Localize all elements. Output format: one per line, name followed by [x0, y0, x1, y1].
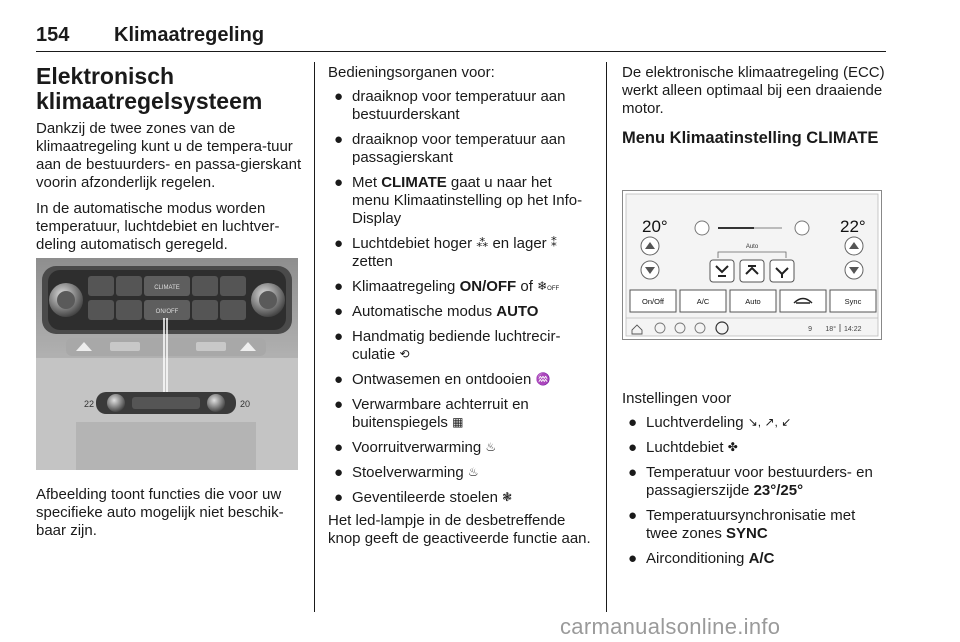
- section-heading: [36, 64, 304, 114]
- list-item: ● Voorruitverwarming ♨: [334, 439, 497, 456]
- list-item: ● Met CLIMATE gaat u naar het menu Klimaatinstelling op het Info-Display: [334, 174, 583, 227]
- heading-line-1: Elektronisch: [36, 63, 175, 89]
- list-item-text: gaat u naar het menu Klimaatinstelling op het Info-Display: [352, 174, 583, 227]
- list-item: ● Temperatuur voor bestuurders- en passagierszijde 23°/25°: [628, 464, 873, 499]
- photo-right-temp: 20: [240, 399, 251, 409]
- screen-outside-temp: 18°: [825, 326, 836, 333]
- list-item-text: Ontwasemen en ontdooien: [352, 371, 532, 388]
- column-3: [622, 64, 888, 148]
- control-panel-illustration: [36, 258, 298, 470]
- list-item: ● Stoelverwarming ♨: [334, 464, 479, 481]
- list-item-text: Stoelverwarming: [352, 464, 464, 481]
- list-item-text: Met: [352, 174, 382, 191]
- list-item: ● Handmatig bediende luchtrecir-culatie ⟲: [334, 328, 561, 363]
- seat-heater-icon: ♨: [467, 465, 479, 479]
- screen-signal: 9: [808, 326, 812, 333]
- defrost-icon: ♒: [535, 372, 551, 386]
- list-item: ● Automatische modus AUTO: [334, 303, 539, 320]
- windscreen-heater-icon: ♨: [485, 440, 497, 454]
- climate-off-icon: [537, 280, 559, 295]
- list-item-text: Airconditioning: [646, 550, 749, 567]
- list-item-bold: CLIMATE: [381, 174, 447, 191]
- screen-auto-btn-label: Auto: [745, 297, 761, 306]
- list-item-text: Luchtdebiet hoger: [352, 235, 473, 252]
- list-item-text: en lager: [488, 235, 547, 252]
- list-item-bold: SYNC: [726, 525, 768, 542]
- fan-up-button[interactable]: [795, 221, 809, 235]
- column-divider-1: [314, 62, 315, 612]
- screen-right-temp: 22°: [840, 217, 866, 236]
- column-divider-2: [606, 62, 607, 612]
- fan-down-icon: ⁑: [550, 236, 557, 250]
- air-distribution-icons: ↘, ↗, ↙: [747, 415, 792, 429]
- list-item-text: Automatische modus: [352, 303, 497, 320]
- list-item-bold: A/C: [748, 550, 775, 567]
- page-header: [36, 24, 886, 54]
- list-item: ● Ontwasemen en ontdooien ♒: [334, 371, 551, 388]
- list-item: ● Luchtdebiet ✤: [628, 439, 738, 456]
- photo-left-temp: 22: [83, 399, 94, 409]
- list-item-text: draaiknop voor temperatuur aan bestuurderskant: [352, 88, 566, 123]
- fan-down-button[interactable]: [695, 221, 709, 235]
- list-item-text: Geventileerde stoelen: [352, 489, 498, 506]
- list-item-text: Voorruitverwarming: [352, 439, 482, 456]
- fan-up-icon: ⁂: [476, 236, 489, 250]
- list-item-bold: ON/OFF: [459, 278, 517, 295]
- screen-ac-label: A/C: [696, 297, 710, 306]
- screen-time: 14:22: [844, 326, 862, 333]
- settings-intro: Instellingen voor: [622, 390, 732, 407]
- screen-auto-label: Auto: [745, 244, 759, 250]
- climate-menu-screen: [622, 190, 882, 340]
- list-item: ● Luchtverdeling ↘, ↗, ↙: [628, 414, 792, 431]
- snowflake-icon: ❄: [537, 279, 548, 293]
- control-panel-photo: [36, 258, 298, 470]
- list-item-bold: AUTO: [496, 303, 539, 320]
- list-item-bold: 23°/25°: [753, 482, 804, 499]
- list-item: ● Airconditioning A/C: [628, 550, 775, 567]
- list-item-text: Verwarmbare achterruit en buitenspiegels: [352, 396, 529, 431]
- rear-window-heater-icon: ▦: [452, 415, 464, 429]
- seat-ventilation-icon: ❃: [502, 490, 513, 504]
- list-item-text: Handmatig bediende luchtrecir-culatie: [352, 328, 561, 363]
- list-item: ● draaiknop voor temperatuur aan passagierskant: [334, 131, 566, 166]
- intro-paragraph: Dankzij de twee zones van de klimaatregeling kunt u de tempera-tuur aan de bestuurders- en passa-gierskant voorin afzonderlijk regelen.: [36, 120, 302, 191]
- list-item: ● Temperatuursynchronisatie met twee zones SYNC: [628, 507, 856, 542]
- controls-intro: Bedieningsorganen voor:: [328, 64, 495, 81]
- column-1: [36, 64, 304, 262]
- list-item-text: zetten: [352, 253, 393, 270]
- list-item: ● Luchtdebiet hoger ⁂ en lager ⁑ zetten: [334, 235, 557, 270]
- screen-sync-label: Sync: [844, 297, 862, 306]
- led-note: Het led-lampje in de desbetreffende knop geeft de geactiveerde functie aan.: [328, 512, 591, 547]
- photo-caption: Afbeelding toont functies die voor uw specifieke auto mogelijk niet beschik-baar zijn.: [36, 486, 284, 539]
- list-item-text: Klimaatregeling: [352, 278, 460, 295]
- list-item: ● Klimaatregeling ON/OFF of ❄OFF: [334, 278, 560, 295]
- heading-line-2: klimaatregelsysteem: [36, 88, 263, 114]
- header-rule: [36, 51, 886, 52]
- air-distribution-middle-button[interactable]: [740, 260, 764, 282]
- air-distribution-lower-button[interactable]: [770, 260, 794, 282]
- climate-button-label: CLIMATE: [154, 285, 180, 291]
- auto-mode-paragraph: In de automatische modus worden temperatuur, luchtdebiet en luchtver-deling automatisch geregeld.: [36, 200, 280, 253]
- page-number: 154: [36, 24, 70, 46]
- screen-recirculation-button[interactable]: [780, 290, 826, 312]
- screen-button-row: [630, 290, 876, 312]
- list-item-text: of: [516, 278, 533, 295]
- list-item: ● draaiknop voor temperatuur aan bestuurderskant: [334, 88, 566, 123]
- controls-list: [328, 88, 592, 507]
- climate-screen-illustration: [622, 190, 882, 340]
- list-item: ● Geventileerde stoelen ❃: [334, 489, 513, 506]
- column-2: [328, 64, 592, 556]
- list-item: ● Verwarmbare achterruit en buitenspiegels ▦: [334, 396, 529, 431]
- onoff-button-label: ON/OFF: [155, 309, 179, 315]
- off-subscript: OFF: [547, 286, 560, 292]
- list-item-text: Luchtdebiet: [646, 439, 724, 456]
- climate-menu-heading: Menu Klimaatinstelling CLIMATE: [622, 129, 879, 147]
- screen-onoff-label: On/Off: [642, 297, 664, 306]
- list-item-text: Temperatuur voor bestuurders- en passagierszijde: [646, 464, 873, 499]
- list-item-text: Temperatuursynchronisatie met twee zones: [646, 507, 856, 542]
- list-item-text: draaiknop voor temperatuur aan passagierskant: [352, 131, 566, 166]
- fan-icon: ✤: [727, 440, 738, 454]
- column-3-lower: [622, 390, 888, 575]
- recirculation-icon: ⟲: [399, 347, 410, 361]
- chapter-title: Klimaatregeling: [114, 24, 265, 46]
- screen-left-temp: 20°: [642, 217, 668, 236]
- ecc-note: De elektronische klimaatregeling (ECC) werkt alleen optimaal bij een draaiende motor.: [622, 64, 885, 117]
- settings-list: [622, 414, 888, 568]
- footer-watermark: carmanualsonline.info: [560, 614, 781, 639]
- list-item-text: Luchtverdeling: [646, 414, 744, 431]
